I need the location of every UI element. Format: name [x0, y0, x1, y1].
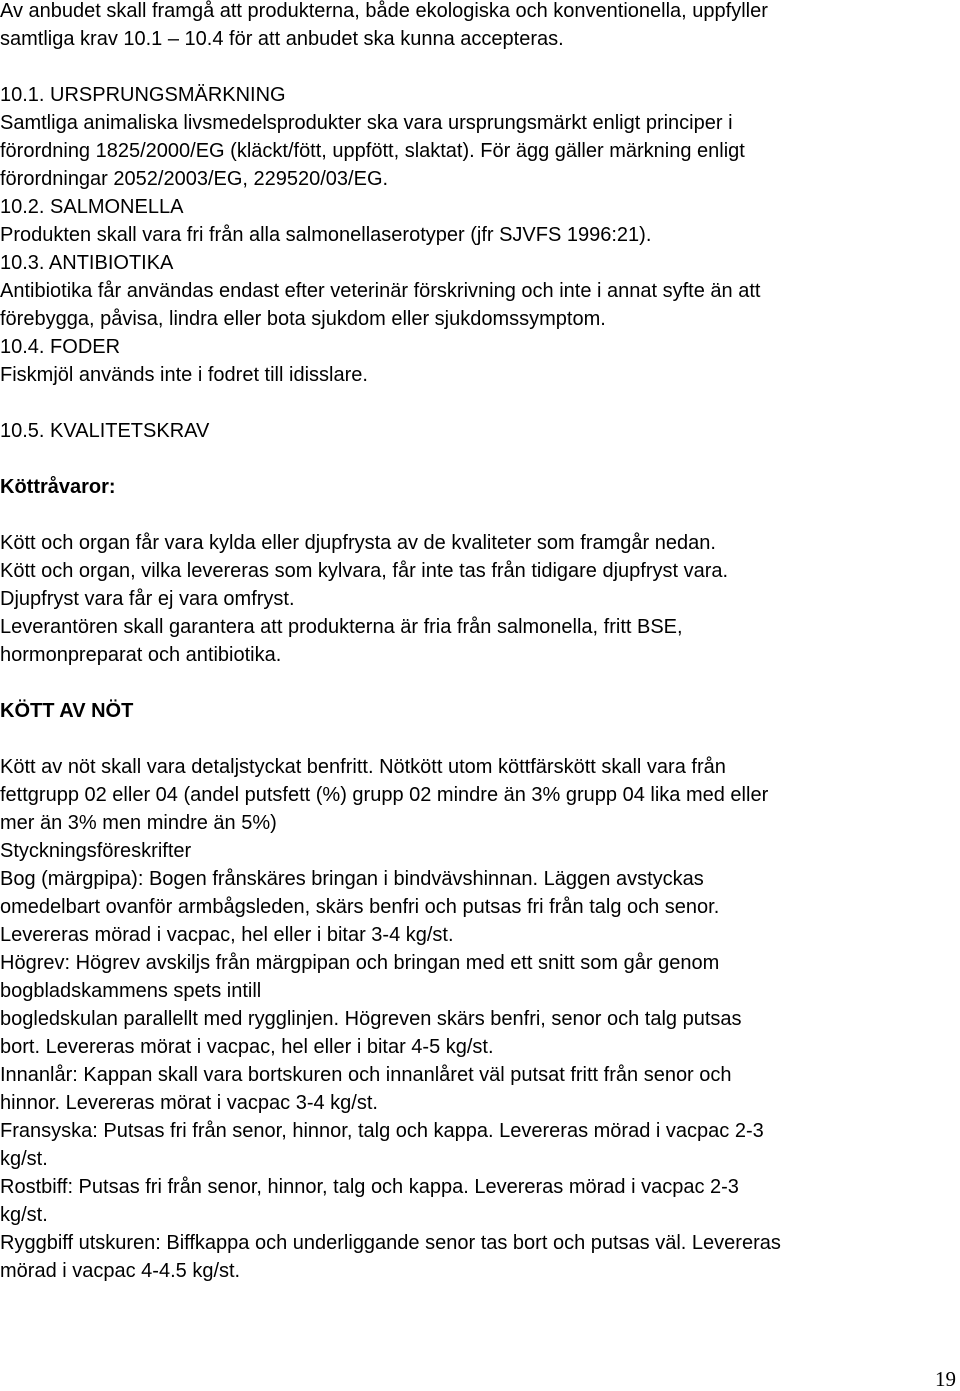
kott-av-not-heading: KÖTT AV NÖT [0, 700, 134, 722]
kott-av-not-line: Fransyska: Putsas fri från senor, hinnor, talg och kappa. Levereras mörad i vacpac 2-3 [0, 1120, 764, 1142]
kott-av-not-line: Högrev: Högrev avskiljs från märgpipan och bringan med ett snitt som går genom [0, 952, 720, 974]
kott-av-not-line: fettgrupp 02 eller 04 (andel putsfett (%) grupp 02 mindre än 3% grupp 04 lika med eller [0, 784, 769, 806]
section-text-line: förordning 1825/2000/EG (kläckt/fött, uppfött, slaktat). För ägg gäller märkning enligt [0, 140, 745, 162]
section-text-line: förordningar 2052/2003/EG, 229520/03/EG. [0, 168, 389, 190]
kott-av-not-line: hinnor. Levereras mörat i vacpac 3-4 kg/st. [0, 1092, 378, 1114]
spacer [0, 389, 958, 417]
intro-line: samtliga krav 10.1 – 10.4 för att anbudet ska kunna accepteras. [0, 28, 564, 50]
section-text-line: förebygga, påvisa, lindra eller bota sjukdom eller sjukdomssymptom. [0, 308, 606, 330]
section-heading-ursprungsmarkning: 10.1. URSPRUNGSMÄRKNING [0, 84, 286, 106]
kott-av-not-line: kg/st. [0, 1148, 48, 1170]
kott-av-not-line: mörad i vacpac 4-4.5 kg/st. [0, 1260, 241, 1282]
kott-av-not-line: Levereras mörad i vacpac, hel eller i bitar 3-4 kg/st. [0, 924, 454, 946]
kottravaror-line: Leverantören skall garantera att produkterna är fria från salmonella, fritt BSE, [0, 616, 683, 638]
kott-av-not-line: mer än 3% men mindre än 5%) [0, 812, 277, 834]
kott-av-not-line: Innanlår: Kappan skall vara bortskuren och innanlåret väl putsat fritt från senor och [0, 1064, 732, 1086]
kott-av-not-line: bogledskulan parallellt med rygglinjen. Högreven skärs benfri, senor och talg putsas [0, 1008, 742, 1030]
section-heading-antibiotika: 10.3. ANTIBIOTIKA [0, 252, 174, 274]
spacer [0, 669, 958, 697]
spacer [0, 445, 958, 473]
kott-av-not-line: omedelbart ovanför armbågsleden, skärs benfri och putsas fri från talg och senor. [0, 896, 720, 918]
section-text-line: Samtliga animaliska livsmedelsprodukter ska vara ursprungsmärkt enligt principer i [0, 112, 733, 134]
section-text-line: Produkten skall vara fri från alla salmonellaserotyper (jfr SJVFS 1996:21). [0, 224, 652, 246]
intro-line: Av anbudet skall framgå att produkterna, både ekologiska och konventionella, uppfyller [0, 0, 768, 22]
kottravaror-line: Kött och organ, vilka levereras som kylvara, får inte tas från tidigare djupfryst vara. [0, 560, 729, 582]
kott-av-not-line: Rostbiff: Putsas fri från senor, hinnor, talg och kappa. Levereras mörad i vacpac 2-3 [0, 1176, 739, 1198]
section-heading-salmonella: 10.2. SALMONELLA [0, 196, 184, 218]
kottravaror-heading: Köttråvaror: [0, 476, 116, 498]
kott-av-not-line: Ryggbiff utskuren: Biffkappa och underliggande senor tas bort och putsas väl. Levereras [0, 1232, 781, 1254]
page-number: 19 [935, 1367, 956, 1391]
spacer [0, 53, 958, 81]
kott-av-not-line: Bog (märgpipa): Bogen frånskäres bringan i bindvävshinnan. Läggen avstyckas [0, 868, 704, 890]
kottravaror-line: Kött och organ får vara kylda eller djupfrysta av de kvaliteter som framgår nedan. [0, 532, 716, 554]
section-heading-kvalitetskrav: 10.5. KVALITETSKRAV [0, 420, 210, 442]
kott-av-not-line: Styckningsföreskrifter [0, 840, 192, 862]
section-heading-foder: 10.4. FODER [0, 336, 121, 358]
kott-av-not-line: kg/st. [0, 1204, 48, 1226]
spacer [0, 501, 958, 529]
kottravaror-line: hormonpreparat och antibiotika. [0, 644, 282, 666]
kottravaror-line: Djupfryst vara får ej vara omfryst. [0, 588, 295, 610]
kott-av-not-line: Kött av nöt skall vara detaljstyckat benfritt. Nötkött utom köttfärskött skall vara från [0, 756, 726, 778]
spacer [0, 725, 958, 753]
section-text-line: Antibiotika får användas endast efter veterinär förskrivning och inte i annat syfte än att [0, 280, 761, 302]
kott-av-not-line: bort. Levereras mörat i vacpac, hel eller i bitar 4-5 kg/st. [0, 1036, 494, 1058]
kott-av-not-line: bogbladskammens spets intill [0, 980, 262, 1002]
section-text-line: Fiskmjöl används inte i fodret till idisslare. [0, 364, 368, 386]
